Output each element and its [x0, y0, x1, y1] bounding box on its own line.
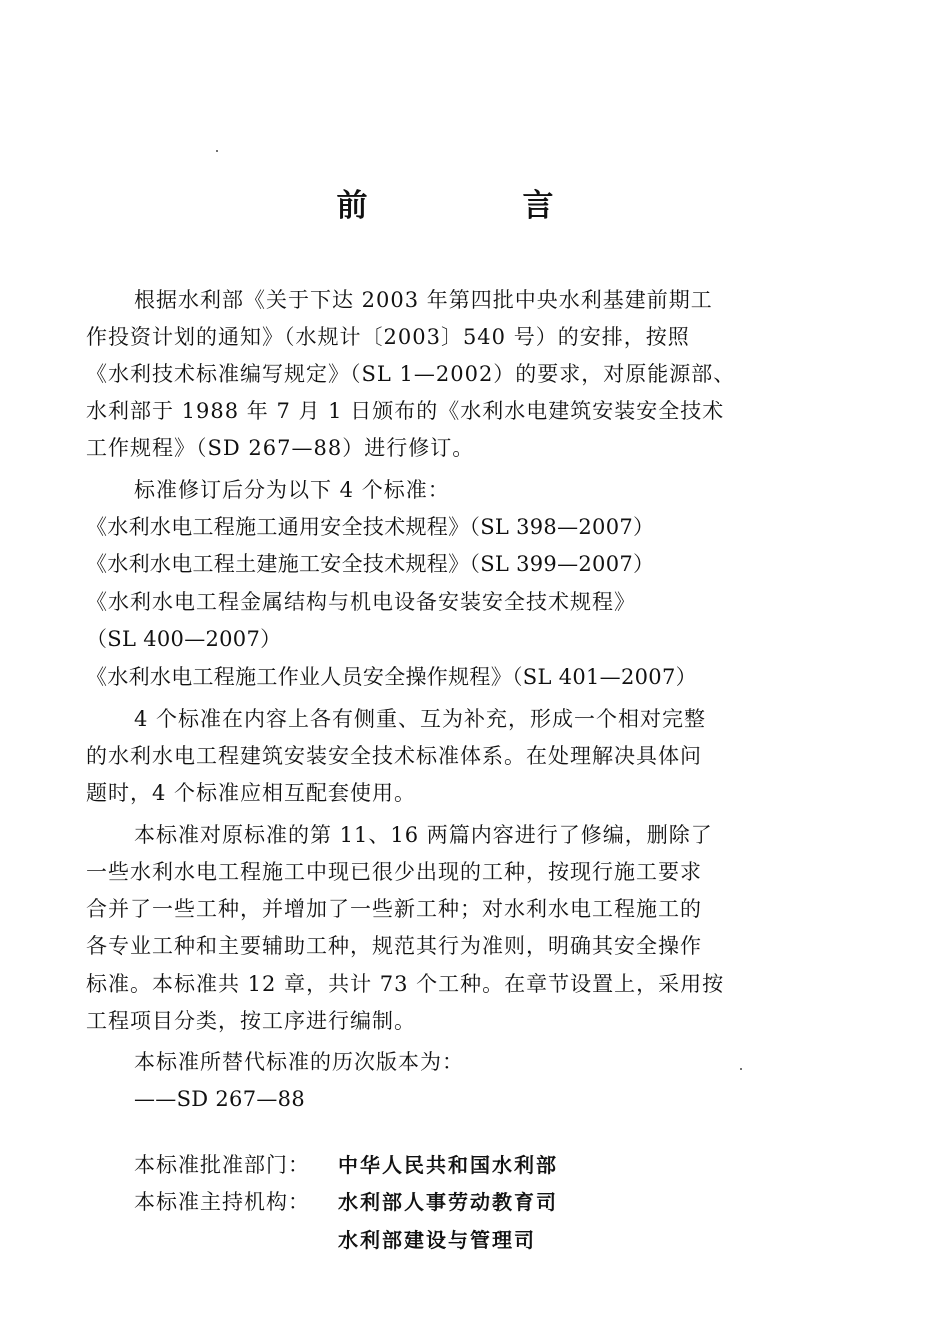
paragraph-line: 水利部于 1988 年 7 月 1 日颁布的《水利水电建筑安装安全技术: [86, 399, 725, 423]
paragraph-line: 各专业工种和主要辅助工种，规范其行为准则，明确其安全操作: [86, 934, 702, 958]
host-label: 本标准主持机构：: [134, 1190, 310, 1214]
approval-label: 本标准批准部门：: [134, 1153, 310, 1177]
paragraph-line: 工程项目分类，按工序进行编制。: [86, 1009, 416, 1033]
standard-item-continuation: （SL 400—2007）: [86, 627, 282, 651]
split-intro: 标准修订后分为以下 4 个标准：: [134, 478, 450, 502]
scan-speck: [216, 150, 218, 152]
paragraph-line: 本标准对原标准的第 11、16 两篇内容进行了修编，删除了: [134, 823, 713, 847]
paragraph-line: 根据水利部《关于下达 2003 年第四批中央水利基建前期工: [134, 288, 713, 312]
paragraph-line: 题时，4 个标准应相互配套使用。: [86, 781, 417, 805]
paragraph-line: 《水利技术标准编写规定》（SL 1—2002）的要求，对原能源部、: [86, 362, 736, 386]
paragraph-line: 标准。本标准共 12 章，共计 73 个工种。在章节设置上，采用按: [86, 972, 725, 996]
paragraph-line: 作投资计划的通知》（水规计〔2003〕540 号）的安排，按照: [86, 325, 690, 349]
standard-item: 《水利水电工程施工作业人员安全操作规程》（SL 401—2007）: [86, 665, 697, 689]
paragraph-line: 合并了一些工种，并增加了一些新工种；对水利水电工程施工的: [86, 897, 702, 921]
host-value: 水利部人事劳动教育司: [338, 1190, 558, 1214]
scan-speck: [740, 1068, 742, 1070]
history-item: ——SD 267—88: [134, 1087, 306, 1111]
paragraph-line: 的水利水电工程建筑安装安全技术标准体系。在处理解决具体问: [86, 744, 702, 768]
history-intro: 本标准所替代标准的历次版本为：: [134, 1050, 464, 1074]
paragraph-line: 一些水利水电工程施工中现已很少出现的工种，按现行施工要求: [86, 860, 702, 884]
host-value: 水利部建设与管理司: [338, 1228, 536, 1252]
standard-item: 《水利水电工程施工通用安全技术规程》（SL 398—2007）: [86, 515, 655, 539]
standard-item: 《水利水电工程金属结构与机电设备安装安全技术规程》: [86, 590, 636, 614]
standard-item: 《水利水电工程土建施工安全技术规程》（SL 399—2007）: [86, 552, 655, 576]
approval-value: 中华人民共和国水利部: [338, 1153, 558, 1177]
page-title: 前 言: [336, 188, 616, 224]
paragraph-line: 4 个标准在内容上各有侧重、互为补充，形成一个相对完整: [134, 707, 707, 731]
paragraph-line: 工作规程》（SD 267—88）进行修订。: [86, 436, 475, 460]
